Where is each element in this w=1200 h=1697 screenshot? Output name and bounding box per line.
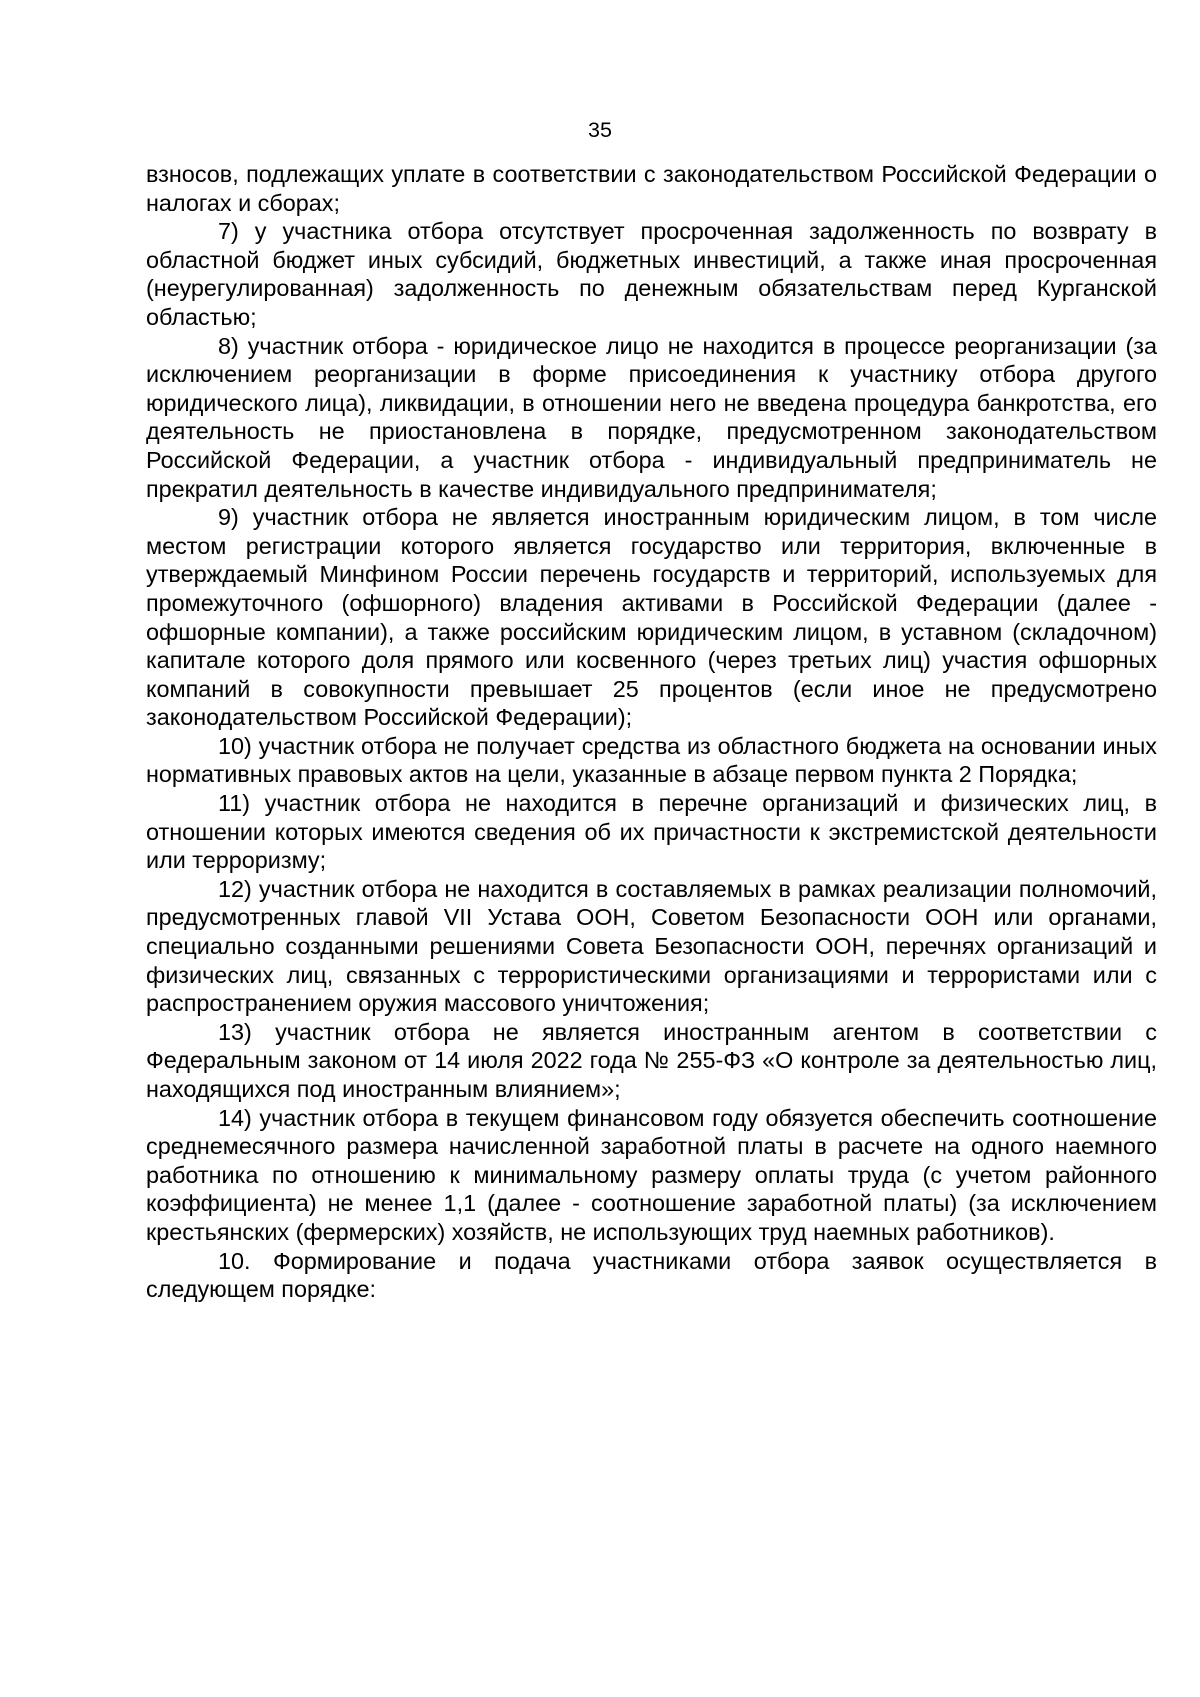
- paragraph-item-9: 9) участник отбора не является иностранным юридическим лицом, в том числе местом регистрации которого является государство или территория, включенные в утверждаемый Минфином России перечень государств и территорий, используемых для промежуточного (офшорного) владения активами в Российской Федерации (далее - офшорные компании), а также российским юридическим лицом, в уставном (складочном) капитале которого доля прямого или косвенного (через третьих лиц) участия офшорных компаний в совокупности превышает 25 процентов (если иное не предусмотрено законодательством Российской Федерации);: [146, 504, 1157, 731]
- paragraph-item-13: 13) участник отбора не является иностранным агентом в соответствии с Федеральным законом от 14 июля 2022 года № 255-ФЗ «О контроле за деятельностью лиц, находящихся под иностранным влиянием»;: [146, 1018, 1157, 1102]
- paragraph-item-11: 11) участник отбора не находится в перечне организаций и физических лиц, в отношении которых имеются сведения об их причастности к экстремистской деятельности или терроризму;: [146, 790, 1157, 874]
- page-number: 35: [588, 118, 612, 142]
- paragraph-item-10: 10) участник отбора не получает средства из областного бюджета на основании иных нормативных правовых актов на цели, указанные в абзаце первом пункта 2 Порядка;: [146, 732, 1157, 788]
- document-body: [146, 160, 1157, 1304]
- paragraph-continuation: взносов, подлежащих уплате в соответствии с законодательством Российской Федерации о налогах и сборах;: [146, 161, 1157, 216]
- paragraph-item-14: 14) участник отбора в текущем финансовом году обязуется обеспечить соотношение среднемесячного размера начисленной заработной платы в расчете на одного наемного работника по отношению к минимальному размеру оплаты труда (с учетом районного коэффициента) не менее 1,1 (далее - соотношение заработной платы) (за исключением крестьянских (фермерских) хозяйств, не использующих труд наемных работников).: [146, 1104, 1157, 1245]
- paragraph-section-10: 10. Формирование и подача участниками отбора заявок осуществляется в следующем порядке:: [146, 1247, 1157, 1303]
- paragraph-item-12: 12) участник отбора не находится в составляемых в рамках реализации полномочий, предусмотренных главой VII Устава ООН, Советом Безопасности ООН или органами, специально созданными решениями Совета Безопасности ООН, перечнях организаций и физических лиц, связанных с террористическими организациями и террористами или с распространением оружия массового уничтожения;: [146, 875, 1157, 1017]
- paragraph-item-7: 7) у участника отбора отсутствует просроченная задолженность по возврату в областной бюджет иных субсидий, бюджетных инвестиций, а также иная просроченная (неурегулированная) задолженность по денежным обязательствам перед Курганской областью;: [146, 218, 1157, 330]
- paragraph-item-8: 8) участник отбора - юридическое лицо не находится в процессе реорганизации (за исключением реорганизации в форме присоединения к участнику отбора другого юридического лица), ликвидации, в отношении него не введена процедура банкротства, его деятельность не приостановлена в порядке, предусмотренном законодательством Российской Федерации, а участник отбора - индивидуальный предприниматель не прекратил деятельность в качестве индивидуального предпринимателя;: [146, 332, 1157, 502]
